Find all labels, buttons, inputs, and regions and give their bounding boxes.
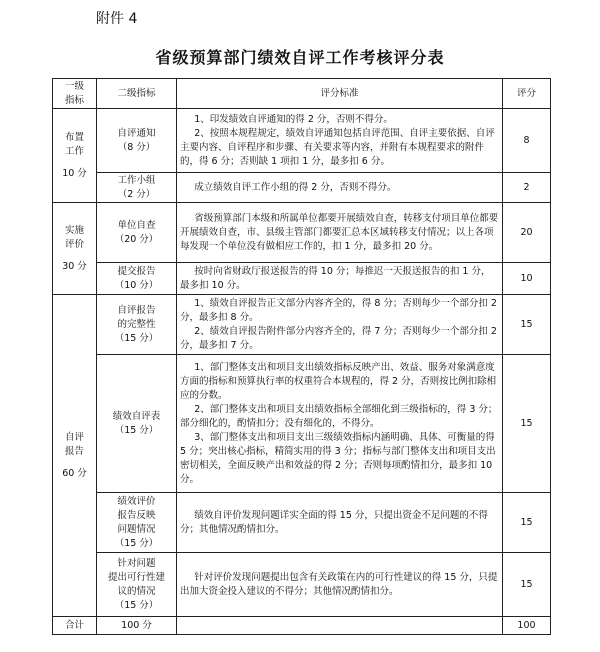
header-level2: 二级指标 — [97, 79, 177, 109]
header-standard: 评分标准 — [177, 79, 503, 109]
indicator-cell: 工作小组 （2 分） — [97, 173, 177, 203]
score-cell: 8 — [503, 109, 551, 173]
table-row — [53, 203, 551, 263]
score-cell: 15 — [503, 493, 551, 553]
table-row — [53, 109, 551, 173]
standard-cell: 按时向省财政厅报送报告的得 10 分；每推迟一天报送报告的扣 1 分，最多扣 10 分。 — [177, 263, 503, 295]
page-title: 省级预算部门绩效自评工作考核评分表 — [155, 48, 445, 67]
score-cell: 15 — [503, 295, 551, 355]
level1-cell-implement: 实施 评价 30 分 — [53, 203, 97, 295]
table-row — [53, 295, 551, 355]
indicator-cell: 绩效自评表 （15 分） — [97, 355, 177, 493]
standard-cell: 成立绩效自评工作小组的得 2 分，否则不得分。 — [177, 173, 503, 203]
table-header-row — [53, 79, 551, 109]
score-cell: 15 — [503, 553, 551, 617]
standard-cell: 省级预算部门本级和所属单位都要开展绩效自查，转移支付项目单位都要开展绩效自查，市、县级主管部门都要汇总本区域转移支付情况；以上各项每发现一个单位没有做相应工作的，扣 1 分，最多扣 20 分。 — [177, 203, 503, 263]
standard-cell: 针对评价发现问题提出包含有关政策在内的可行性建议的得 15 分，只提出加大资金投入建议的不得分；其他情况酌情扣分。 — [177, 553, 503, 617]
score-cell: 15 — [503, 355, 551, 493]
level1-cell-arrange: 布置 工作 10 分 — [53, 109, 97, 203]
indicator-cell: 单位自查 （20 分） — [97, 203, 177, 263]
total-empty-cell — [177, 617, 503, 635]
table-row — [53, 493, 551, 553]
standard-cell: 1、绩效自评报告正文部分内容齐全的，得 8 分；否则每少一个部分扣 2 分，最多扣 8 分。 2、绩效自评报告附件部分内容齐全的，得 7 分；否则每少一个部分扣 2 分，最多扣 7 分。 — [177, 295, 503, 355]
table-row — [53, 553, 551, 617]
table-row — [53, 263, 551, 295]
attachment-label: 附件 4 — [96, 11, 138, 27]
level1-cell-report: 自评 报告 60 分 — [53, 295, 97, 617]
standard-cell: 绩效自评价发现问题详实全面的得 15 分，只提出资金不足问题的不得分；其他情况酌情扣分。 — [177, 493, 503, 553]
indicator-cell: 绩效评价 报告反映 问题情况 （15 分） — [97, 493, 177, 553]
score-cell: 20 — [503, 203, 551, 263]
score-cell: 2 — [503, 173, 551, 203]
indicator-cell: 自评报告 的完整性 （15 分） — [97, 295, 177, 355]
scoring-table — [52, 78, 551, 635]
table-row — [53, 173, 551, 203]
total-points: 100 分 — [97, 617, 177, 635]
score-cell: 10 — [503, 263, 551, 295]
standard-cell: 1、部门整体支出和项目支出绩效指标反映产出、效益、服务对象满意度方面的指标和预算执行率的权重符合本规程的，得 2 分，否则按比例扣除相应的分数。 2、部门整体支出和项目支出绩效指标全部细化到三级指标的，得 3 分；部分细化的，酌情扣分；没有细化的，不得分。 3、部门整体支出和项目支出三级绩效指标内涵明确、具体、可衡量的得 5 分；突出核心指标，精简实用的得 3 分；指标与部门整体支出和项目支出密切相关，全面反映产出和效益的得 2 分；否则每项酌情扣分，最多扣 10 分。 — [177, 355, 503, 493]
total-row — [53, 617, 551, 635]
table-row — [53, 355, 551, 493]
indicator-cell: 针对问题 提出可行性建 议的情况 （15 分） — [97, 553, 177, 617]
total-score: 100 — [503, 617, 551, 635]
indicator-cell: 自评通知 （8 分） — [97, 109, 177, 173]
header-score: 评分 — [503, 79, 551, 109]
standard-cell: 1、印发绩效自评通知的得 2 分，否则不得分。 2、按照本规程规定，绩效自评通知包括自评范围、自评主要依据、自评主要内容、自评程序和步骤、有关要求等内容，并附有本规程要求的附件的，得 6 分；否则缺 1 项扣 1 分，最多扣 6 分。 — [177, 109, 503, 173]
total-label: 合计 — [53, 617, 97, 635]
indicator-cell: 提交报告 （10 分） — [97, 263, 177, 295]
header-level1: 一级 指标 — [53, 79, 97, 109]
